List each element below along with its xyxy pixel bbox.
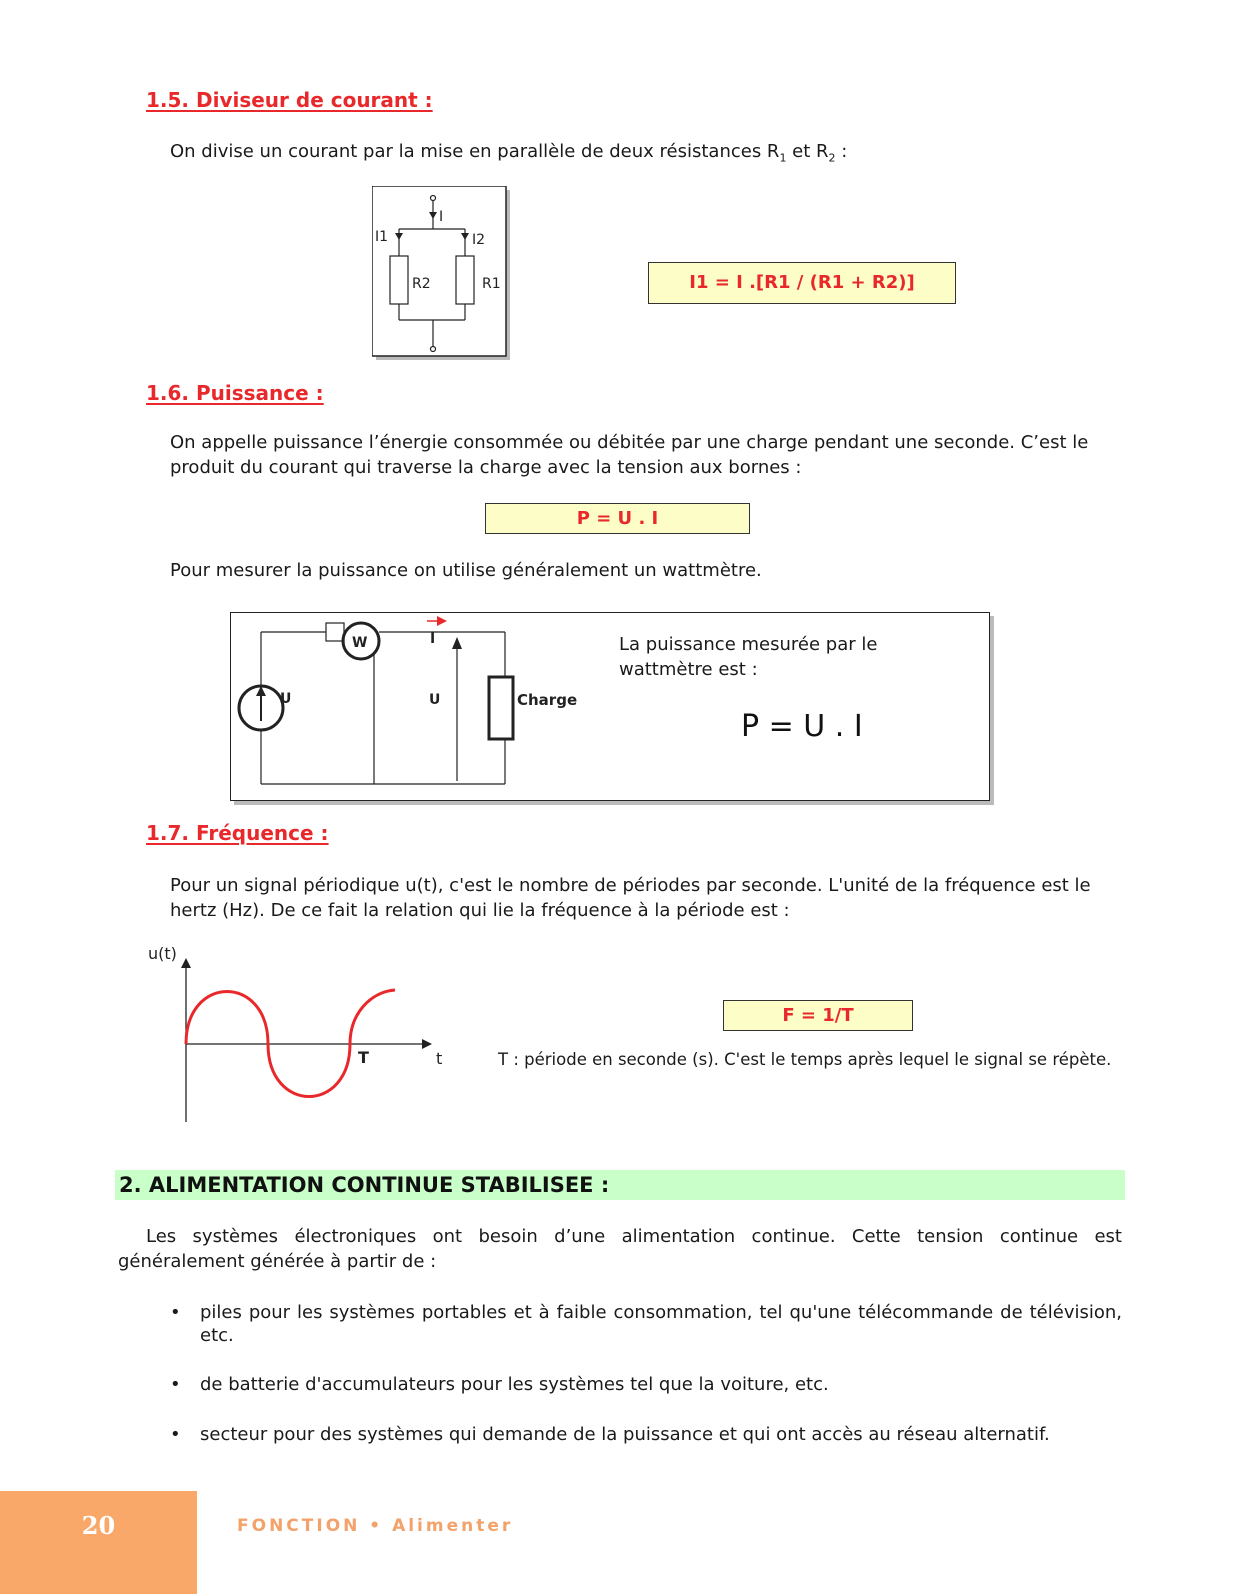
load-u-label: U <box>429 692 441 708</box>
source-u-label: U <box>280 691 292 707</box>
y-axis-arrow-icon <box>181 958 191 968</box>
label-i1: I1 <box>375 229 389 245</box>
measured-power-text: La puissance mesurée par le wattmètre est : <box>619 634 878 680</box>
subscript-1: 1 <box>779 151 787 165</box>
wattmeter-label: W <box>352 635 368 651</box>
list-item: • piles pour les systèmes portables et à faible consommation, tel qu'une télécommande de télévision, etc. <box>200 1301 1122 1347</box>
y-axis-label: u(t) <box>148 944 177 963</box>
list-item: • de batterie d'accumulateurs pour les systèmes tel que la voiture, etc. <box>200 1373 1122 1396</box>
intro-text-a: On divise un courant par la mise en parallèle de deux résistances R <box>170 141 780 162</box>
x-axis-label: t <box>436 1049 443 1068</box>
section-2-title: 2. ALIMENTATION CONTINUE STABILISEE : <box>115 1170 1125 1200</box>
period-note: T : période en seconde (s). C'est le temps après lequel le signal se répète. <box>498 1050 1112 1069</box>
label-i2: I2 <box>472 232 486 248</box>
section-1-6-title: 1.6. Puissance : <box>146 381 324 405</box>
power-formula: P = U . I <box>485 503 750 534</box>
intro-text-b: et R <box>786 141 829 162</box>
sine-curve <box>186 990 395 1097</box>
measured-power-formula: P = U . I <box>741 709 863 744</box>
current-i-label: I <box>430 631 436 647</box>
wattmeter-box <box>230 612 990 801</box>
section-1-7-title: 1.7. Fréquence : <box>146 821 329 845</box>
section-2-text: Les systèmes électroniques ont besoin d’une alimentation continue. Cette tension continue est généralement générée à partir de : <box>118 1226 1122 1272</box>
footer-chapter-label: FONCTION • Alimenter <box>237 1516 514 1536</box>
wattmeter-circuit <box>231 613 591 799</box>
page-number: 20 <box>0 1491 197 1594</box>
current-divider-circuit <box>372 186 514 364</box>
section-1-6-text: On appelle puissance l’énergie consommée ou débitée par une charge pendant une seconde. C’est le produit du courant qui traverse la charge avec la tension aux bornes : <box>170 432 1089 478</box>
power-source-list <box>200 1301 1122 1446</box>
subscript-2: 2 <box>828 151 836 165</box>
label-i: I <box>439 209 444 225</box>
current-divider-formula: I1 = I .[R1 / (R1 + R2)] <box>648 262 956 304</box>
wattmeter-text: Pour mesurer la puissance on utilise généralement un wattmètre. <box>170 560 762 581</box>
period-label: T <box>358 1048 369 1067</box>
list-item: • secteur pour des systèmes qui demande de la puissance et qui ont accès au réseau alternatif. <box>200 1423 1122 1446</box>
label-r1: R1 <box>482 276 501 292</box>
sine-wave-graph <box>140 944 460 1124</box>
section-1-5-intro <box>170 139 847 171</box>
current-arrow-icon <box>437 616 447 626</box>
x-axis-arrow-icon <box>422 1039 432 1049</box>
section-1-7-text: Pour un signal périodique u(t), c'est le nombre de périodes par seconde. L'unité de la fréquence est le hertz (Hz). De ce fait la relation qui lie la fréquence à la période est : <box>170 875 1091 921</box>
frequency-formula: F = 1/T <box>723 1000 913 1031</box>
intro-text-c: : <box>835 141 848 162</box>
section-1-5-title: 1.5. Diviseur de courant : <box>146 88 433 112</box>
charge-label: Charge <box>517 691 578 709</box>
label-r2: R2 <box>412 276 431 292</box>
voltage-arrow-icon <box>452 637 462 649</box>
